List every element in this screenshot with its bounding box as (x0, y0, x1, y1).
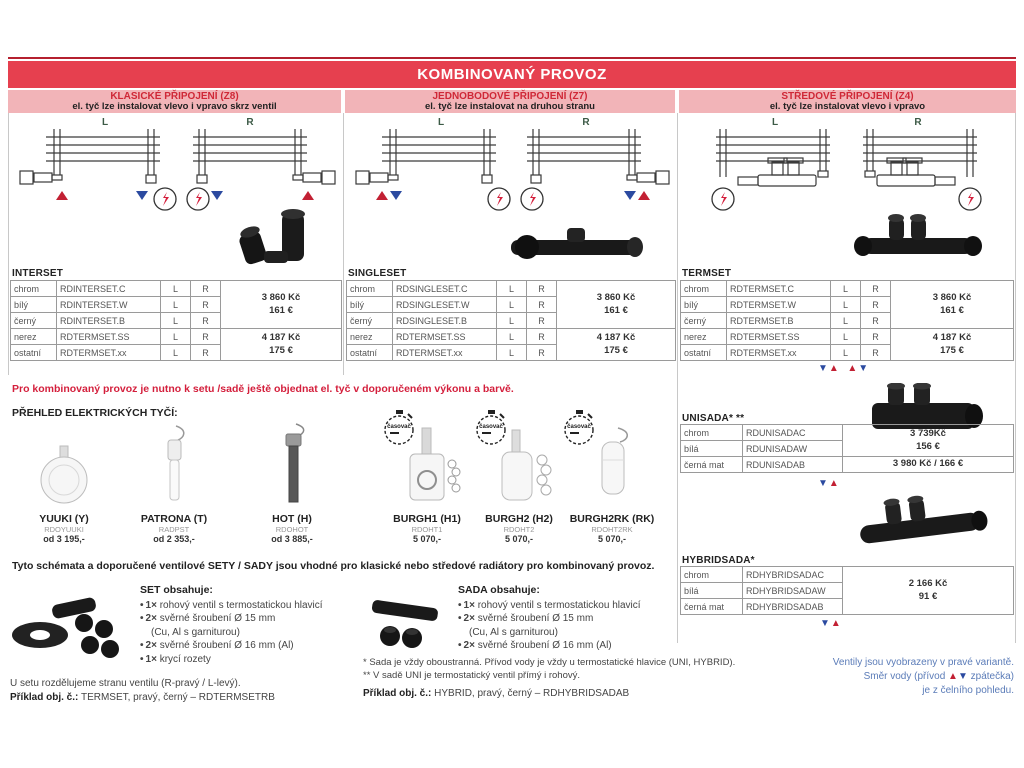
price-cell (557, 281, 676, 329)
flow-up-icon (638, 191, 650, 200)
flow-down-icon: ▼ (818, 363, 829, 374)
color-cell: bílý (347, 297, 393, 313)
l-cell: L (161, 281, 191, 297)
price-cell (843, 567, 1014, 615)
code-cell: RDINTERSET.B (57, 313, 161, 329)
flow-up-icon: ▲ (828, 478, 840, 489)
rod-name: PATRONA (T) (140, 513, 208, 525)
flow-up-icon: ▲ (847, 363, 859, 374)
l-cell: L (497, 329, 527, 345)
code-cell: RDSINGLESET.B (393, 313, 497, 329)
rod-code: RDOHOT (275, 525, 309, 534)
combined-operation-note: Pro kombinovaný provoz je nutno k setu /sadě ještě objednat el. tyč v doporučeném výkonu a barvě. (12, 383, 514, 395)
example-label: Příklad obj. č.: (363, 688, 432, 699)
bullet-icon: • (140, 613, 144, 624)
timer-icon (470, 406, 512, 448)
flow-up-icon (376, 191, 388, 200)
price-eur: 175 € (604, 344, 628, 356)
rod-name: BURGH1 (H1) (393, 513, 461, 525)
item-text: svěrné šroubení Ø 16 mm (Al) (156, 640, 294, 651)
color-cell: nerez (11, 329, 57, 345)
price-cell (843, 425, 1014, 457)
flow-arrows-unisada (818, 478, 840, 489)
bullet-icon: • (458, 640, 462, 651)
product-photo-singleset (505, 222, 645, 267)
list-item (140, 612, 370, 626)
list-item (458, 639, 688, 653)
set-contents-title: SET obsahuje: (140, 584, 213, 596)
blue-line2 (700, 670, 1014, 684)
color-cell: černá mat (681, 599, 743, 615)
code-cell: RDINTERSET.C (57, 281, 161, 297)
price-cell (557, 329, 676, 361)
r-cell: R (191, 297, 221, 313)
rod-price: od 3 885,- (271, 534, 313, 544)
color-cell: bílý (681, 297, 727, 313)
color-cell: chrom (681, 567, 743, 583)
rod-patrona (124, 420, 224, 545)
rod-burgh2rk (552, 420, 672, 545)
color-cell: černý (681, 313, 727, 329)
flow-down-icon (624, 191, 636, 200)
item-qty: 2× (463, 640, 475, 651)
flow-down-icon: ▼ (818, 478, 829, 489)
power-icon (488, 188, 510, 210)
column-header-klasicke (8, 90, 341, 113)
power-icon (187, 188, 209, 210)
flow-up-icon: ▲ (948, 671, 958, 682)
price-kc: 4 187 Kč (261, 332, 301, 344)
item-text: svěrné šroubení Ø 15 mm (474, 613, 594, 624)
color-cell: černý (11, 313, 57, 329)
flow-up-icon (302, 191, 314, 200)
column-title: STŘEDOVÉ PŘIPOJENÍ (Z4) (781, 91, 914, 102)
blue-line2-pre: Směr vody (přívod (863, 671, 949, 682)
list-item (140, 639, 370, 653)
l-cell: L (831, 281, 861, 297)
rod-image (242, 420, 342, 508)
r-cell: R (191, 313, 221, 329)
code-cell: RDTERMSET.C (727, 281, 831, 297)
frame-line (1015, 113, 1016, 643)
unisada-table (680, 424, 1014, 473)
diagram-r-label: R (246, 117, 254, 128)
note-set-side: U setu rozdělujeme stranu ventilu (R-pravý / L-levý). (10, 678, 241, 689)
table-caption-singleset: SINGLESET (348, 268, 407, 279)
r-cell: R (527, 297, 557, 313)
table-caption-hybridsada: HYBRIDSADA* (682, 555, 755, 566)
diagram-klasicke (10, 115, 340, 215)
radiator-left (716, 129, 830, 186)
rod-price: 5 070,- (597, 534, 627, 544)
table-row (681, 567, 1014, 583)
termset-table (680, 280, 1014, 361)
flow-up-icon (56, 191, 68, 200)
flow-up-icon: ▲ (828, 363, 840, 374)
color-cell: nerez (347, 329, 393, 345)
code-cell: RDUNISADAW (743, 441, 843, 457)
product-photo-interset (230, 205, 315, 270)
r-cell: R (527, 313, 557, 329)
list-item (140, 626, 370, 640)
l-cell: L (161, 345, 191, 361)
bullet-icon: • (140, 599, 144, 611)
r-cell: R (191, 281, 221, 297)
code-cell: RDSINGLESET.C (393, 281, 497, 297)
code-cell: RDTERMSET.W (727, 297, 831, 313)
power-icon (712, 188, 734, 210)
product-photo-set-contents (6, 593, 136, 665)
column-subtitle: el. tyč lze instalovat vlevo i vpravo (769, 101, 926, 112)
product-photo-termset (845, 212, 990, 267)
price-kc: 2 166 Kč (908, 578, 948, 590)
rod-name: BURGH2 (H2) (485, 513, 553, 525)
rod-hot (242, 420, 342, 545)
l-cell: L (497, 297, 527, 313)
l-cell: L (831, 329, 861, 345)
table-row (681, 457, 1014, 473)
rod-code: RADPST (158, 525, 190, 534)
code-cell: RDTERMSET.B (727, 313, 831, 329)
l-cell: L (497, 345, 527, 361)
column-subtitle: el. tyč lze instalovat na druhou stranu (425, 101, 595, 112)
r-cell: R (861, 329, 891, 345)
radiator-right (527, 129, 669, 184)
product-photo-hybridsada (848, 489, 993, 555)
column-title: JEDNOBODOVÉ PŘIPOJENÍ (Z7) (432, 91, 588, 102)
sada-contents (458, 584, 688, 653)
rod-image (14, 420, 114, 508)
rod-code: RDOHT2RK (591, 525, 633, 534)
flow-down-icon (136, 191, 148, 200)
item-qty: 1× (145, 599, 157, 611)
price-cell (221, 281, 342, 329)
table-caption-interset: INTERSET (12, 268, 64, 279)
blue-line2-post: zpátečka) (967, 671, 1014, 682)
rod-name: YUUKI (Y) (39, 513, 89, 525)
code-cell: RDUNISADAB (743, 457, 843, 473)
color-cell: chrom (681, 281, 727, 297)
color-cell: černá mat (681, 457, 743, 473)
flow-arrows-termset (818, 363, 869, 374)
r-cell: R (861, 297, 891, 313)
color-cell: chrom (11, 281, 57, 297)
list-item (140, 653, 370, 667)
color-cell: ostatní (347, 345, 393, 361)
item-text: svěrné šroubení Ø 15 mm (156, 613, 276, 624)
code-cell: RDTERMSET.SS (727, 329, 831, 345)
note-star1: * Sada je vždy oboustranná. Přívod vody je vždy u termostatické hlavice (UNI, HYBRID). (363, 657, 736, 668)
item-qty: 2× (145, 613, 157, 624)
item-qty: 1× (463, 599, 475, 611)
table-row (347, 329, 676, 345)
price-eur: 91 € (918, 590, 938, 602)
power-icon (154, 188, 176, 210)
l-cell: L (161, 313, 191, 329)
code-cell: RDTERMSET.xx (57, 345, 161, 361)
diagram-l-label: L (101, 117, 109, 128)
timer-label: časovač (567, 424, 591, 430)
list-item (458, 599, 688, 613)
table-caption-termset: TERMSET (682, 268, 732, 279)
table-row (11, 281, 342, 297)
diagram-r-label: R (914, 117, 922, 128)
valve-orientation-note (700, 656, 1014, 698)
set-contents (140, 584, 370, 666)
item-qty: 2× (463, 613, 475, 624)
timer-label: časovač (479, 424, 503, 430)
page-title-text: KOMBINOVANÝ PROVOZ (417, 66, 607, 83)
timer-label: časovač (387, 424, 411, 430)
item-qty: 1× (145, 653, 157, 665)
page-title (8, 61, 1016, 88)
radiator-left (356, 129, 496, 184)
column-header-stredove (679, 90, 1016, 113)
radiator-right (863, 129, 977, 186)
price-cell (891, 329, 1014, 361)
color-cell: bílý (11, 297, 57, 313)
bullet-icon: • (140, 640, 144, 651)
code-cell: RDUNISADAC (743, 425, 843, 441)
diagram-jednobodove (346, 115, 674, 215)
table-row (681, 281, 1014, 297)
price-kc: 3 860 Kč (261, 292, 301, 304)
rod-yuuki (14, 420, 114, 545)
frame-line (677, 113, 678, 643)
item-text: (Cu, Al s garniturou) (469, 626, 558, 638)
diagram-l-label: L (771, 117, 779, 128)
color-cell: bílá (681, 583, 743, 599)
color-cell: bílá (681, 441, 743, 457)
code-cell: RDTERMSET.xx (727, 345, 831, 361)
flow-arrows-hybridsada (820, 618, 842, 629)
item-text: (Cu, Al s garniturou) (151, 626, 240, 638)
r-cell: R (527, 281, 557, 297)
column-title: KLASICKÉ PŘIPOJENÍ (Z8) (110, 91, 239, 102)
timer-icon (558, 406, 600, 448)
color-cell: ostatní (11, 345, 57, 361)
flow-up-icon: ▲ (830, 618, 842, 629)
color-cell: černý (347, 313, 393, 329)
price-cell (891, 281, 1014, 329)
diagram-r-label: R (582, 117, 590, 128)
l-cell: L (831, 345, 861, 361)
rod-code: RDOHT1 (411, 525, 443, 534)
rod-price: od 3 195,- (43, 534, 85, 544)
price-kc: 4 187 Kč (932, 332, 972, 344)
r-cell: R (191, 329, 221, 345)
rod-code: RDOHT2 (503, 525, 535, 534)
list-item (140, 599, 370, 613)
price-eur: 156 € (916, 440, 940, 452)
list-item (458, 626, 688, 640)
frame-line (343, 113, 344, 375)
color-cell: nerez (681, 329, 727, 345)
l-cell: L (497, 313, 527, 329)
radiator-right (193, 129, 335, 184)
flow-down-icon (211, 191, 223, 200)
rods-heading: PŘEHLED ELEKTRICKÝCH TYČÍ: (12, 407, 178, 419)
code-cell: RDHYBRIDSADAW (743, 583, 843, 599)
price-kc: 3 739Kč (910, 428, 946, 440)
hybridsada-table (680, 566, 1014, 615)
code-cell: RDINTERSET.W (57, 297, 161, 313)
flow-down-icon (390, 191, 402, 200)
price-eur: 161 € (940, 304, 964, 316)
example-order-set (10, 692, 340, 705)
bullet-icon: • (458, 613, 462, 624)
item-text: krycí rozety (156, 653, 211, 665)
table-caption-unisada: UNISADA* ** (682, 413, 745, 424)
diagram-stredove (680, 115, 1013, 215)
code-cell: RDTERMSET.SS (393, 329, 497, 345)
column-header-jednobodove (345, 90, 675, 113)
l-cell: L (831, 313, 861, 329)
r-cell: R (861, 345, 891, 361)
item-text: svěrné šroubení Ø 16 mm (Al) (474, 640, 612, 651)
rod-code: RDOYUUKI (44, 525, 84, 534)
r-cell: R (527, 345, 557, 361)
timer-icon (378, 406, 420, 448)
rod-name: HOT (H) (272, 513, 312, 525)
flow-down-icon: ▼ (820, 618, 831, 629)
radiator-left (20, 129, 160, 184)
blue-line1: Ventily jsou vyobrazeny v pravé variantě. (832, 657, 1014, 668)
power-icon (959, 188, 981, 210)
price-eur: 175 € (940, 344, 964, 356)
color-cell: chrom (347, 281, 393, 297)
frame-line (8, 113, 9, 375)
diagram-l-label: L (437, 117, 445, 128)
r-cell: R (861, 281, 891, 297)
code-cell: RDSINGLESET.W (393, 297, 497, 313)
price-kc: 3 860 Kč (596, 292, 636, 304)
l-cell: L (161, 297, 191, 313)
rod-image (124, 420, 224, 508)
code-cell: RDTERMSET.SS (57, 329, 161, 345)
sets-note: Tyto schémata a doporučené ventilové SETY / SADY jsou vhodné pro klasické nebo středové radiátory pro kombinovaný provoz. (12, 560, 655, 572)
flow-down-icon: ▼ (858, 363, 870, 374)
price-kc: 3 860 Kč (932, 292, 972, 304)
bullet-icon: • (458, 599, 462, 611)
table-row (681, 329, 1014, 345)
r-cell: R (861, 313, 891, 329)
r-cell: R (527, 329, 557, 345)
r-cell: R (191, 345, 221, 361)
code-cell: RDTERMSET.xx (393, 345, 497, 361)
color-cell: ostatní (681, 345, 727, 361)
rod-name: BURGH2RK (RK) (569, 513, 655, 525)
power-icon (521, 188, 543, 210)
table-row (681, 425, 1014, 441)
code-cell: RDHYBRIDSADAC (743, 567, 843, 583)
price-eur: 175 € (269, 344, 293, 356)
example-value: HYBRID, pravý, černý – RDHYBRIDSADAB (431, 688, 630, 699)
price-cell (221, 329, 342, 361)
rod-price: 5 070,- (504, 534, 534, 544)
singleset-table (346, 280, 676, 361)
price-eur: 161 € (604, 304, 628, 316)
note-star2: ** V sadě UNI je termostatický ventil přímý i rohový. (363, 670, 580, 681)
price-cell: 3 980 Kč / 166 € (843, 457, 1014, 473)
price-kc: 4 187 Kč (596, 332, 636, 344)
item-text: rohový ventil s termostatickou hlavicí (156, 599, 323, 611)
item-text: rohový ventil s termostatickou hlavicí (474, 599, 641, 611)
top-rule (8, 57, 1016, 59)
table-row (11, 329, 342, 345)
example-value: TERMSET, pravý, černý – RDTERMSETRB (78, 692, 275, 703)
flow-down-icon: ▼ (957, 671, 968, 682)
rod-price: 5 070,- (412, 534, 442, 544)
l-cell: L (831, 297, 861, 313)
item-qty: 2× (145, 640, 157, 651)
l-cell: L (497, 281, 527, 297)
list-item (458, 612, 688, 626)
sada-contents-title: SADA obsahuje: (458, 584, 540, 596)
table-row (347, 281, 676, 297)
column-subtitle: el. tyč lze instalovat vlevo i vpravo skrz ventil (72, 101, 277, 112)
interset-table (10, 280, 342, 361)
product-photo-sada-contents (352, 592, 452, 656)
bullet-icon: • (140, 653, 144, 665)
price-eur: 161 € (269, 304, 293, 316)
rod-price: od 2 353,- (153, 534, 195, 544)
blue-line3: je z čelního pohledu. (922, 685, 1014, 696)
color-cell: chrom (681, 425, 743, 441)
l-cell: L (161, 329, 191, 345)
example-label: Příklad obj. č.: (10, 692, 79, 703)
code-cell: RDHYBRIDSADAB (743, 599, 843, 615)
